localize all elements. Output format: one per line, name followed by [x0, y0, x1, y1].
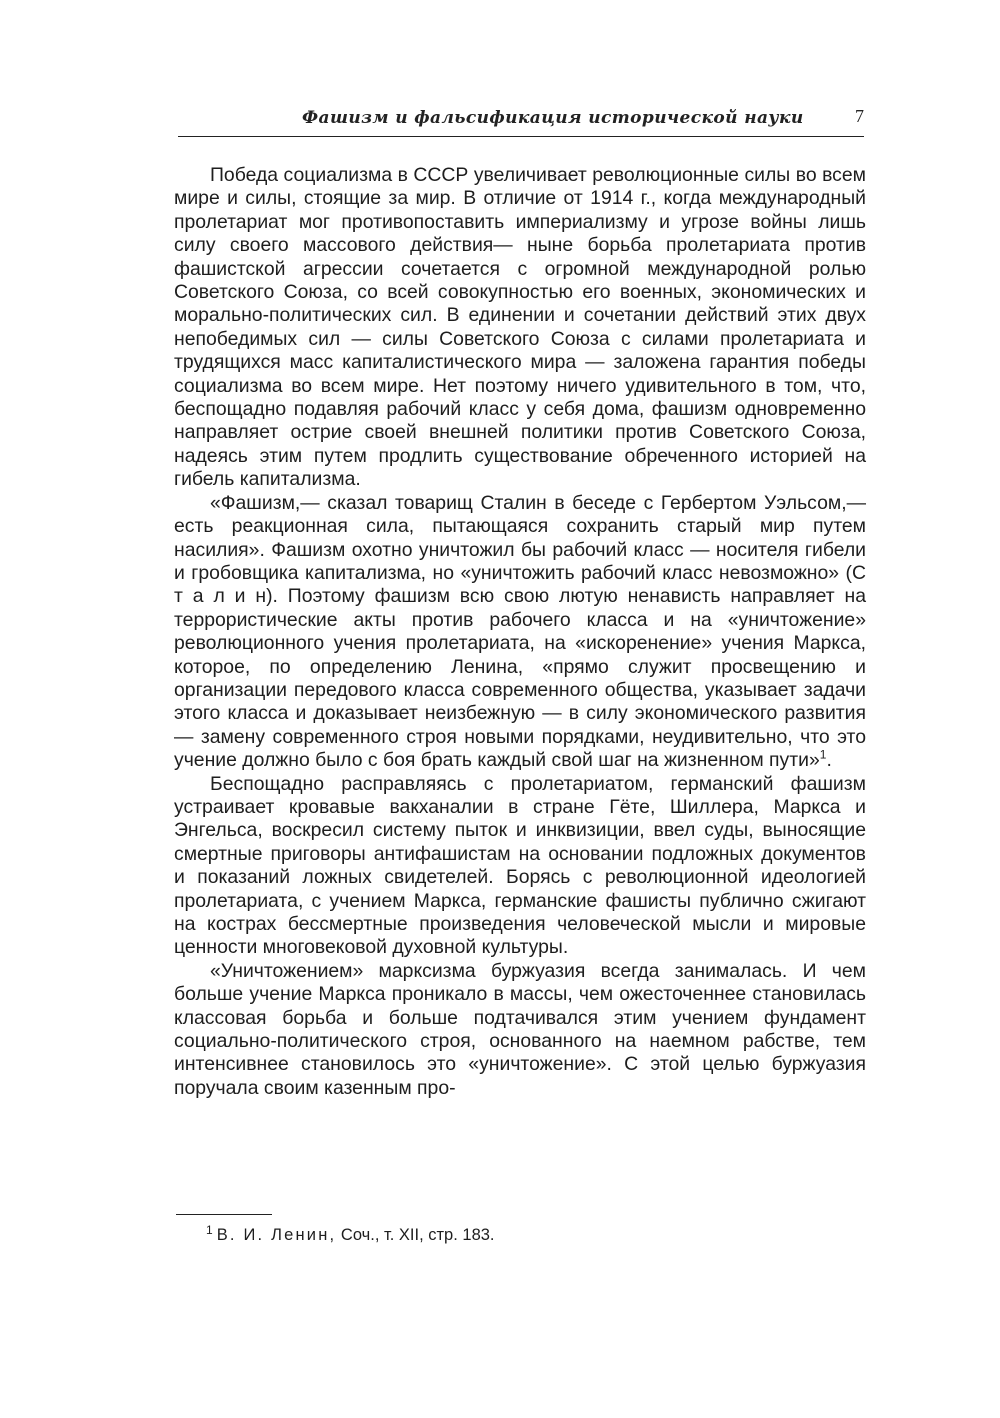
footnote-reference: 1 [819, 747, 827, 762]
paragraph: «Уничтожением» марксизма буржуазия всегда занималась. И чем больше учение Маркса проникало в массы, чем ожесточеннее становилась классовая борьба и больше подтачивался этим учением фундамент социально-политического строя, основанного на наемном рабстве, тем интенсивнее становилось это «уничтожение». С этой целью буржуазия поручала своим казенным про- [174, 959, 866, 1099]
paragraph [174, 492, 866, 773]
paragraph-text: «Фашизм,— сказал товарищ Сталин в беседе с Гербертом Уэльсом,— есть реакционная сила, пытающаяся сохранить старый мир путем насилия». Фашизм охотно уничтожил бы рабочий класс — носителя гибели и гробовщика капитализма, но «уничтожить рабочий класс невозможно» (С т а л и н). Поэтому фашизм всю свою лютую ненависть направляет на террористические акты против рабочего класса и на «уничтожение» революционного учения пролетариата, на «искоренение» учения Маркса, которое, по определению Ленина, «прямо служит просвещению и организации передового класса современного общества, указывает задачи этого класса и доказывает неизбежную — в силу экономического развития — замену современного строя новыми порядками, неудивительно, что это учение должно было с боя брать каждый свой шаг на жизненном пути» [174, 491, 866, 772]
footnote-number: 1 [206, 1222, 213, 1237]
footnote-rule [176, 1214, 272, 1215]
footnote [206, 1224, 495, 1246]
paragraph: Беспощадно расправляясь с пролетариатом, германский фашизм устраивает кровавые вакханалии в стране Гёте, Шиллера, Маркса и Энгельса, воскресил систему пыток и инквизиции, ввел суды, выносящие смертные приговоры антифашистам на основании подложных документов и показаний ложных свидетелей. Борясь с революционной идеологией пролетариата, с учением Маркса, германские фашисты публично сжигают на кострах бессмертные произведения человеческой мысли и мировые ценности многовековой духовной культуры. [174, 772, 866, 959]
header-rule [178, 136, 864, 137]
paragraph: Победа социализма в СССР увеличивает революционные силы во всем мире и силы, стоящие за мир. В отличие от 1914 г., когда международный пролетариат мог противопоставить империализму и угрозе войны лишь силу своего массового действия— ныне борьба пролетариата против фашистской агрессии сочетается с огромной международной ролью Советского Союза, со всей совокупностью его военных, экономических и морально-политических сил. В единении и сочетании действий этих двух непобедимых сил — силы Советского Союза с силами пролетариата и трудящихся масс капиталистического мира — заложена гарантия победы социализма во всем мире. Нет поэтому ничего удивительного в том, что, беспощадно подавляя рабочий класс у себя дома, фашизм одновременно направляет острие своей внешней политики против Советского Союза, надеясь этим путем продлить существование обреченного историей на гибель капитализма. [174, 164, 866, 491]
footnote-source: Соч., т. XII, стр. 183. [340, 1226, 495, 1244]
body-text [174, 164, 866, 1100]
page-number: 7 [855, 106, 864, 126]
running-head-title: Фашизм и фальсификация исторической науки [302, 108, 804, 128]
footnote-reference-trailing: . [826, 749, 832, 772]
footnote-author: В. И. Ленин, [216, 1226, 337, 1244]
running-head [178, 104, 868, 132]
